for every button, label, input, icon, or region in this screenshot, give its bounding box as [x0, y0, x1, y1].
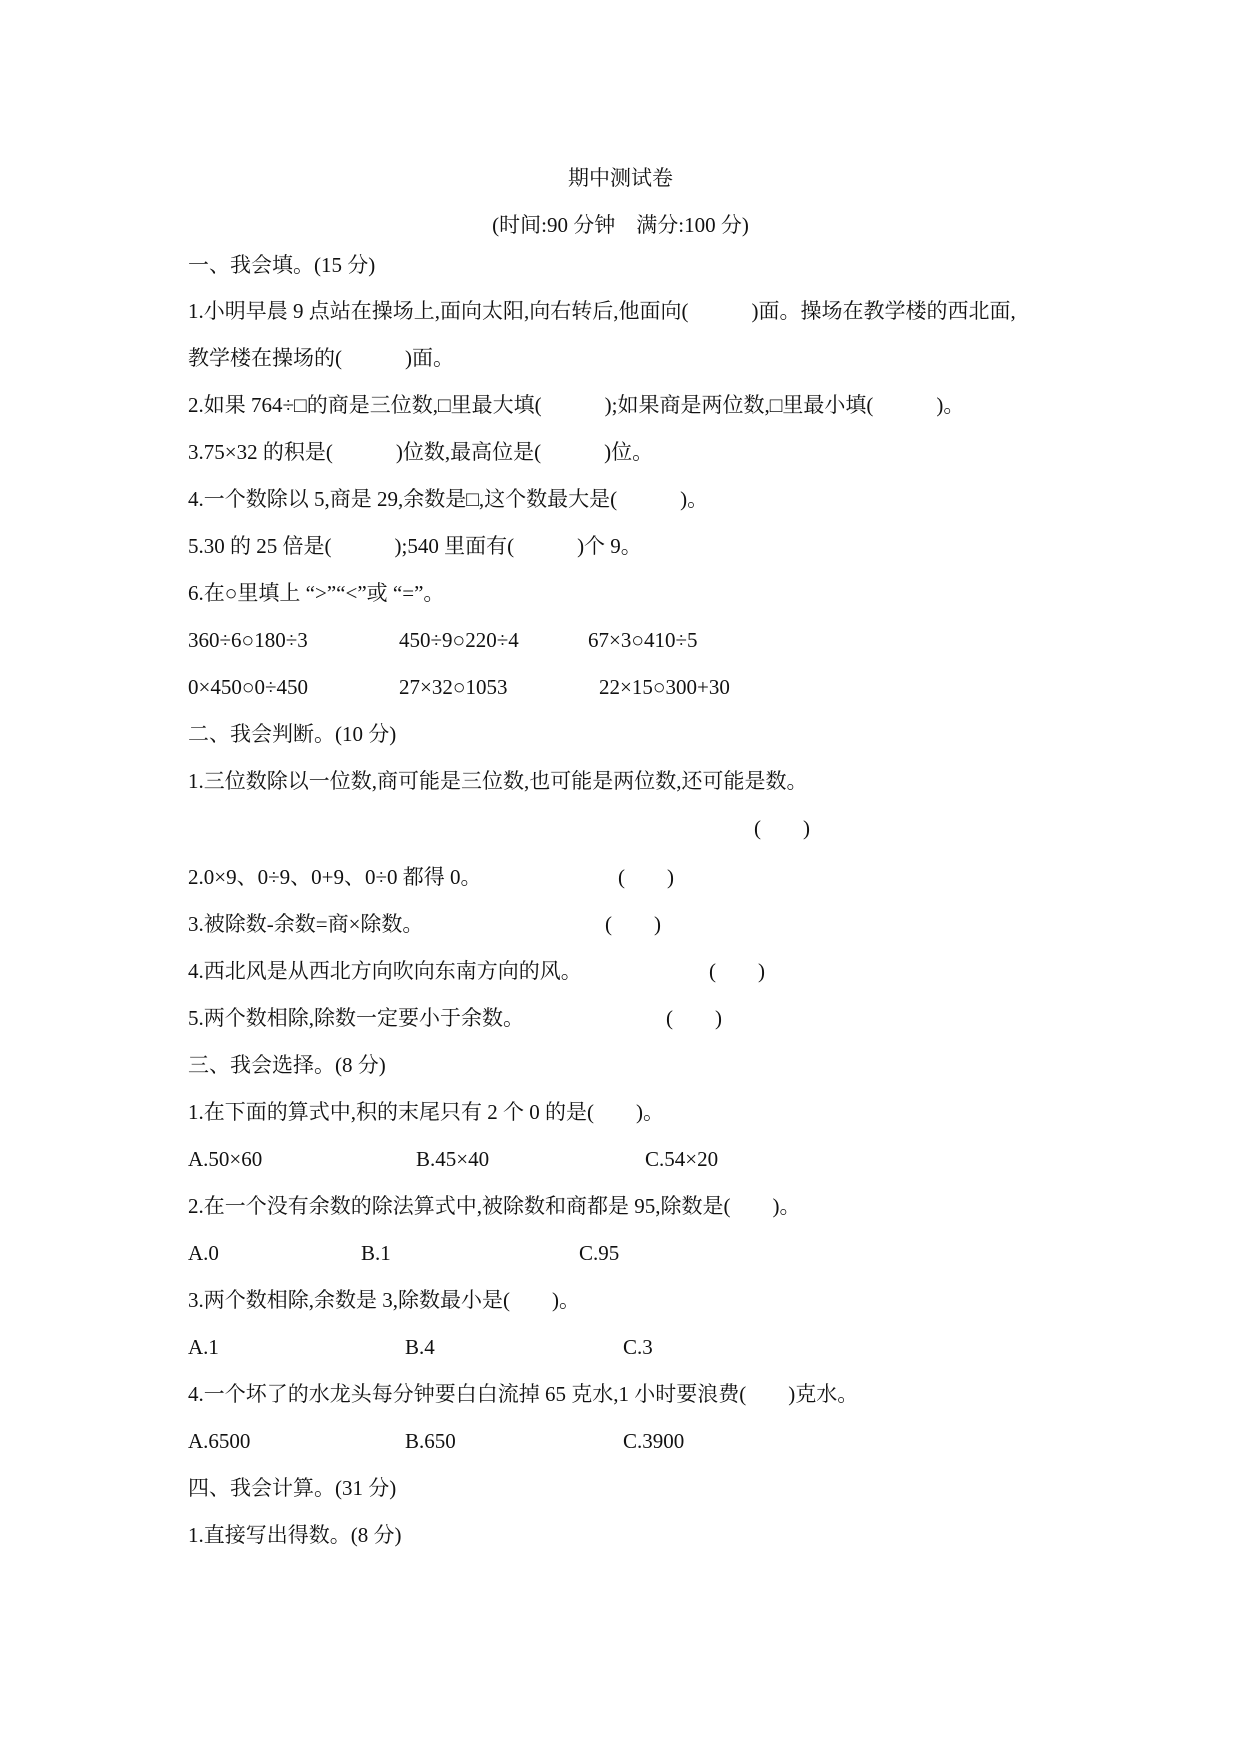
- question-3-3: 3.两个数相除,余数是 3,除数最小是( )。: [188, 1288, 580, 1312]
- section-3-heading: 三、我会选择。(8 分): [188, 1053, 386, 1077]
- compare-expression: 0×450○0÷450: [188, 675, 309, 699]
- option-b[interactable]: B.1: [361, 1241, 391, 1265]
- question-1-1-line-1: 1.小明早晨 9 点站在操场上,面向太阳,向右转后,他面向( )面。操场在教学楼的西北面,: [188, 299, 1016, 323]
- option-a[interactable]: A.6500: [188, 1429, 251, 1453]
- question-1-2: 2.如果 764÷□的商是三位数,□里最大填( );如果商是两位数,□里最小填( )。: [188, 393, 965, 417]
- option-a[interactable]: A.50×60: [188, 1147, 263, 1171]
- compare-expression: 22×15○300+30: [599, 675, 730, 699]
- option-c[interactable]: C.95: [579, 1241, 620, 1265]
- option-c[interactable]: C.3: [623, 1335, 653, 1359]
- question-2-1: 1.三位数除以一位数,商可能是三位数,也可能是两位数,还可能是数。: [188, 769, 808, 793]
- question-4-1: 1.直接写出得数。(8 分): [188, 1523, 402, 1547]
- option-b[interactable]: B.45×40: [416, 1147, 490, 1171]
- compare-expression: 360÷6○180÷3: [188, 628, 308, 652]
- option-b[interactable]: B.650: [405, 1429, 456, 1453]
- section-4-heading: 四、我会计算。(31 分): [188, 1476, 397, 1500]
- question-1-4: 4.一个数除以 5,商是 29,余数是□,这个数最大是( )。: [188, 487, 709, 511]
- answer-paren[interactable]: ( ): [605, 912, 661, 936]
- question-3-2: 2.在一个没有余数的除法算式中,被除数和商都是 95,除数是( )。: [188, 1194, 801, 1218]
- page-subtitle: (时间:90 分钟 满分:100 分): [492, 213, 749, 237]
- option-b[interactable]: B.4: [405, 1335, 435, 1359]
- question-2-4: 4.西北风是从西北方向吹向东南方向的风。: [188, 959, 582, 983]
- option-c[interactable]: C.54×20: [645, 1147, 719, 1171]
- question-2-3: 3.被除数-余数=商×除数。: [188, 912, 424, 936]
- section-2-heading: 二、我会判断。(10 分): [188, 722, 397, 746]
- page-title: 期中测试卷: [568, 166, 673, 190]
- question-1-1-line-2: 教学楼在操场的( )面。: [188, 346, 454, 370]
- compare-expression: 67×3○410÷5: [588, 628, 698, 652]
- question-1-5: 5.30 的 25 倍是( );540 里面有( )个 9。: [188, 534, 642, 558]
- section-1-heading: 一、我会填。(15 分): [188, 253, 376, 277]
- answer-paren[interactable]: ( ): [618, 865, 674, 889]
- question-1-3: 3.75×32 的积是( )位数,最高位是( )位。: [188, 440, 654, 464]
- compare-expression: 27×32○1053: [399, 675, 508, 699]
- answer-paren[interactable]: ( ): [666, 1006, 722, 1030]
- answer-paren[interactable]: ( ): [709, 959, 765, 983]
- question-1-6: 6.在○里填上 “>”“<”或 “=”。: [188, 581, 445, 605]
- question-2-5: 5.两个数相除,除数一定要小于余数。: [188, 1006, 524, 1030]
- question-3-4: 4.一个坏了的水龙头每分钟要白白流掉 65 克水,1 小时要浪费( )克水。: [188, 1382, 859, 1406]
- option-a[interactable]: A.0: [188, 1241, 219, 1265]
- question-2-2: 2.0×9、0÷9、0+9、0÷0 都得 0。: [188, 865, 482, 889]
- answer-paren[interactable]: ( ): [754, 816, 810, 840]
- question-3-1: 1.在下面的算式中,积的末尾只有 2 个 0 的是( )。: [188, 1100, 664, 1124]
- compare-expression: 450÷9○220÷4: [399, 628, 519, 652]
- option-a[interactable]: A.1: [188, 1335, 219, 1359]
- option-c[interactable]: C.3900: [623, 1429, 685, 1453]
